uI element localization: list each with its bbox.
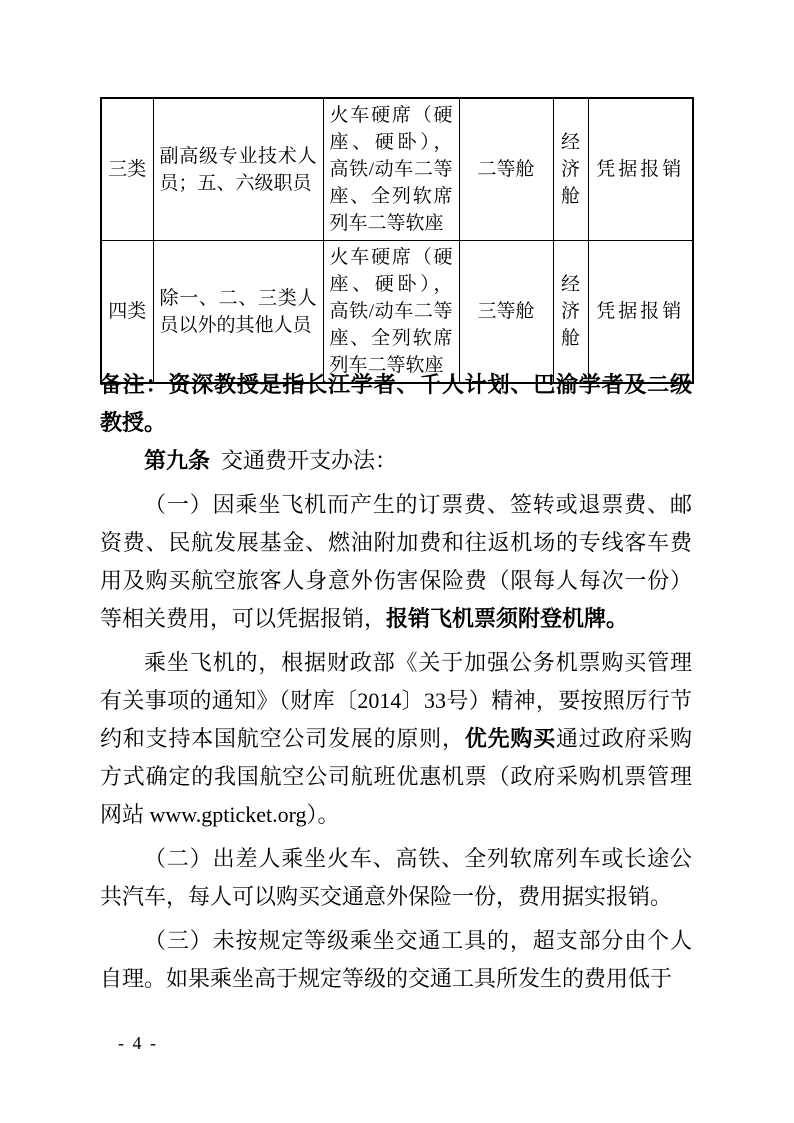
cell-personnel: 除一、二、三类人员以外的其他人员 <box>153 241 323 384</box>
page-number: - 4 - <box>118 1033 158 1053</box>
cell-ship-class: 二等舱 <box>459 98 553 241</box>
cell-ship-class: 三等舱 <box>459 241 553 384</box>
cell-train-class: 火车硬席（硬座、硬卧），高铁/动车二等座、全列软席列车二等软座 <box>323 98 459 241</box>
article-number: 第九条 <box>144 448 211 473</box>
article-heading <box>100 442 692 480</box>
paragraph-1 <box>100 486 692 638</box>
paragraph-text: （三）未按规定等级乘坐交通工具的，超支部分由个人自理。如果乘坐高于规定等级的交通工具所发生的费用低于 <box>100 928 692 991</box>
paragraph-3 <box>100 840 692 916</box>
table-row <box>101 98 693 241</box>
cell-reimbursement: 凭据报销 <box>588 241 693 384</box>
cell-category: 四类 <box>101 241 153 384</box>
paragraph-text: 通过政府采购方式确定的我国航空公司航班优惠机票（政府采购机票管理网站 www.gpticket.org）。 <box>100 726 692 827</box>
paragraph-text: （二）出差人乘坐火车、高铁、全列软席列车或长途公共汽车，每人可以购买交通意外保险一份，费用据实报销。 <box>100 846 692 909</box>
article-title: 交通费开支办法： <box>221 448 398 473</box>
table-note: 备注：资深教授是指长江学者、千人计划、巴渝学者及二级教授。 <box>100 372 692 435</box>
cell-category: 三类 <box>101 98 153 241</box>
travel-class-table <box>100 97 694 384</box>
paragraph-bold-text: 报销飞机票须附登机牌。 <box>386 606 629 631</box>
paragraph-text: （一）因乘坐飞机而产生的订票费、签转或退票费、邮资费、民航发展基金、燃油附加费和往返机场的专线客车费用及购买航空旅客人身意外伤害保险费（限每人每次一份）等相关费用，可以凭据报销， <box>100 492 692 631</box>
paragraph-4 <box>100 922 692 998</box>
cell-reimbursement: 凭据报销 <box>588 98 693 241</box>
cell-personnel: 副高级专业技术人员；五、六级职员 <box>153 98 323 241</box>
table-row <box>101 241 693 384</box>
paragraph-text: 乘坐飞机的，根据财政部《关于加强公务机票购买管理有关事项的通知》（财库〔2014〕33号）精神，要按照厉行节约和支持本国航空公司发展的原则， <box>100 650 692 751</box>
paragraph-2 <box>100 644 692 834</box>
cell-plane-class: 经济舱 <box>553 241 588 384</box>
cell-train-class: 火车硬席（硬座、硬卧），高铁/动车二等座、全列软席列车二等软座 <box>323 241 459 384</box>
paragraph-bold-text: 优先购买 <box>464 726 556 751</box>
cell-plane-class: 经济舱 <box>553 98 588 241</box>
document-body <box>100 366 692 998</box>
